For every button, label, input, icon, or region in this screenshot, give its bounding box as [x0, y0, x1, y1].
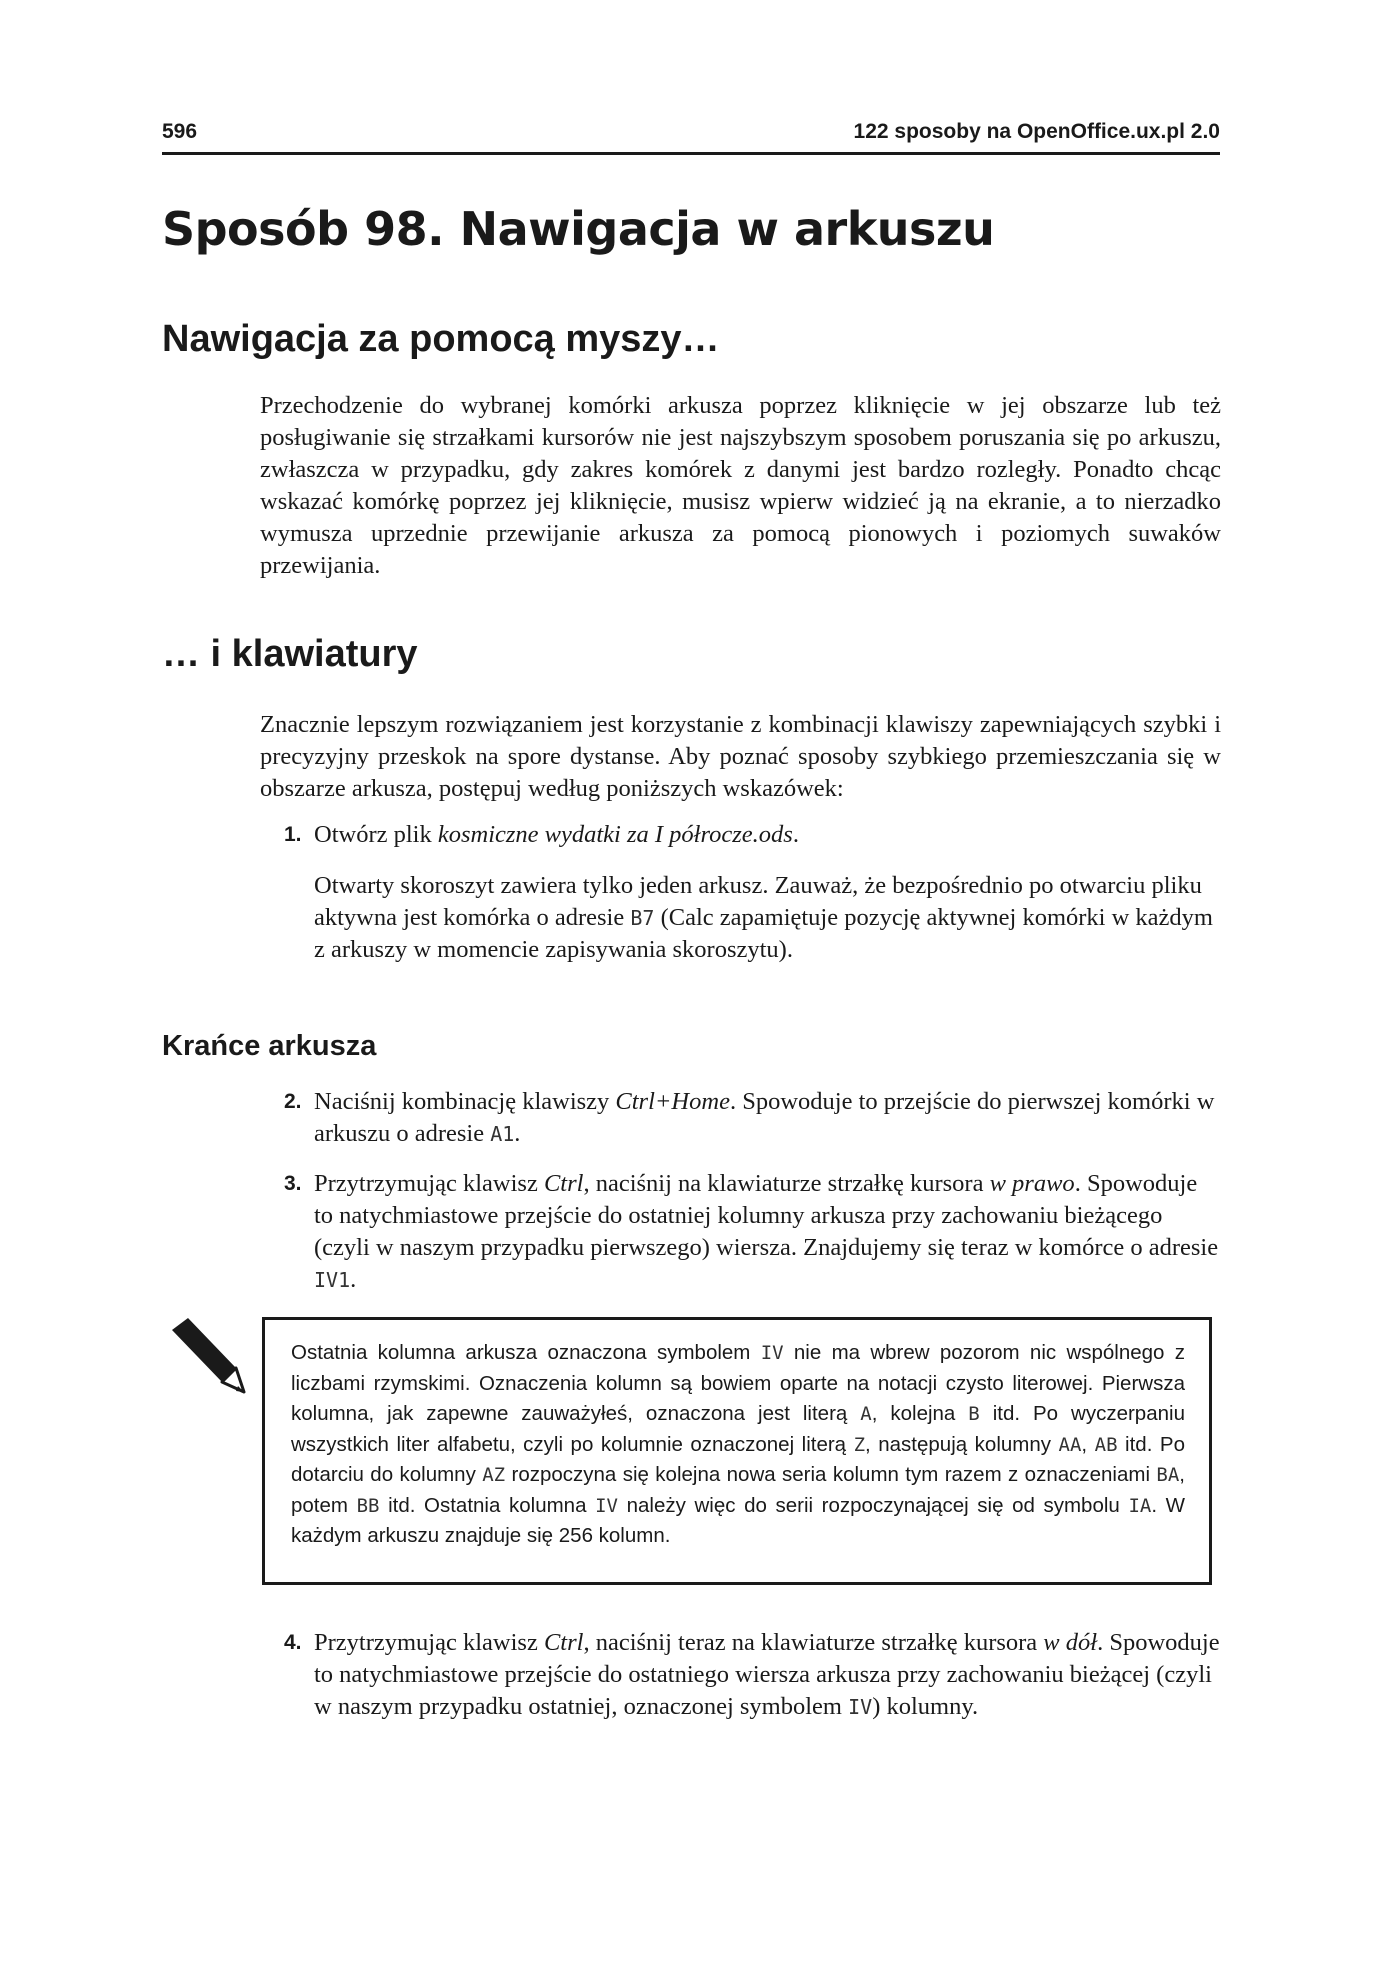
- cell-address: A1: [490, 1122, 515, 1146]
- file-name: kosmiczne wydatki za I półrocze.ods: [437, 821, 793, 848]
- step-number: 1.: [284, 823, 302, 846]
- step-2: 2. Naciśnij kombinację klawiszy Ctrl+Home. Spowoduje to przejście do pierwszej komórki w arkuszu o adresie A1.: [284, 1088, 1215, 1147]
- book-title: 122 sposoby na OpenOffice.ux.pl 2.0: [853, 120, 1220, 143]
- page-title: Sposób 98. Nawigacja w arkuszu: [162, 202, 995, 256]
- step-number: 3.: [284, 1172, 302, 1195]
- step-1-explanation: Otwarty skoroszyt zawiera tylko jeden arkusz. Zauważ, że bezpośrednio po otwarciu pliku aktywna jest komórka o adresie B7 (Calc zapamiętuje pozycję aktywnej komórki w każdym z arkuszy w momencie zapisywania skoroszytu).: [314, 872, 1213, 963]
- step-1: 1. Otwórz plik kosmiczne wydatki za I półrocze.ods.: [260, 819, 1221, 851]
- step-number: 4.: [284, 1631, 302, 1654]
- section-keyboard-paragraph: Znacznie lepszym rozwiązaniem jest korzystanie z kombinacji klawiszy zapewniających szybki i precyzyjny przeskok na spore dystanse. Aby poznać sposoby szybkiego przemieszczania się w obszarze arkusza, postępuj według poniższych wskazówek:: [260, 711, 1221, 802]
- section-heading-keyboard: … i klawiatury: [162, 633, 418, 675]
- step-4: 4. Przytrzymując klawisz Ctrl, naciśnij teraz na klawiaturze strzałkę kursora w dół. Spowoduje to natychmiastowe przejście do ostatniego wiersza arkusza przy zachowaniu bieżącej (czyli w naszym przypadku ostatniej, oznaczonej symbolem IV) kolumny.: [284, 1629, 1220, 1720]
- page-number: 596: [162, 120, 198, 143]
- step-3: 3. Przytrzymując klawisz Ctrl, naciśnij na klawiaturze strzałkę kursora w prawo. Spowoduje to natychmiastowe przejście do ostatniej kolumny arkusza przy zachowaniu bieżącego (czyli w naszym przypadku pierwszego) wiersza. Znajdujemy się teraz w komórce o adresie IV1.: [284, 1170, 1219, 1293]
- arrow-direction: w prawo: [989, 1170, 1075, 1197]
- running-header: [162, 118, 1220, 155]
- cell-address: IV1: [314, 1268, 351, 1292]
- key-combination: Ctrl+Home: [615, 1088, 730, 1115]
- cell-address: IV: [848, 1695, 873, 1719]
- step-text: Otwórz plik: [314, 821, 432, 848]
- pencil-icon: [166, 1318, 246, 1398]
- key-name: Ctrl: [543, 1629, 584, 1656]
- key-name: Ctrl: [543, 1170, 584, 1197]
- step-number: 2.: [284, 1090, 302, 1113]
- subsection-heading: Krańce arkusza: [162, 1030, 377, 1062]
- arrow-direction: w dół: [1043, 1629, 1098, 1656]
- section-mouse-paragraph: Przechodzenie do wybranej komórki arkusza poprzez kliknięcie w jej obszarze lub też posługiwanie się strzałkami kursorów nie jest najszybszym sposobem poruszania się po arkuszu, zwłaszcza w przypadku, gdy zakres komórek z danymi jest bardzo rozległy. Ponadto chcąc wskazać komórkę poprzez jej kliknięcie, musisz wpierw widzieć ją na ekranie, a to nierzadko wymusza uprzednie przewijanie arkusza za pomocą pionowych i poziomych suwaków przewijania.: [260, 392, 1221, 579]
- note-box: [262, 1317, 1212, 1585]
- note-text: Ostatnia kolumna arkusza oznaczona symbolem IV nie ma wbrew pozorom nic wspólnego z liczbami rzymskimi. Oznaczenia kolumn są bowiem oparte na notacji czysto literowej. Pierwsza kolumna, jak zapewne zauważyłeś, oznaczona jest literą A, kolejna B itd. Po wyczerpaniu wszystkich liter alfabetu, czyli po kolumnie oznaczonej literą Z, następują kolumny AA, AB itd. Po dotarciu do kolumny AZ rozpoczyna się kolejna nowa seria kolumn tym razem z oznaczeniami BA, potem BB itd. Ostatnia kolumna IV należy więc do serii rozpoczynającej się od symbolu IA. W każdym arkuszu znajduje się 256 kolumn.: [291, 1341, 1186, 1547]
- section-heading-mouse: Nawigacja za pomocą myszy…: [162, 318, 720, 360]
- cell-address: B7: [630, 906, 655, 930]
